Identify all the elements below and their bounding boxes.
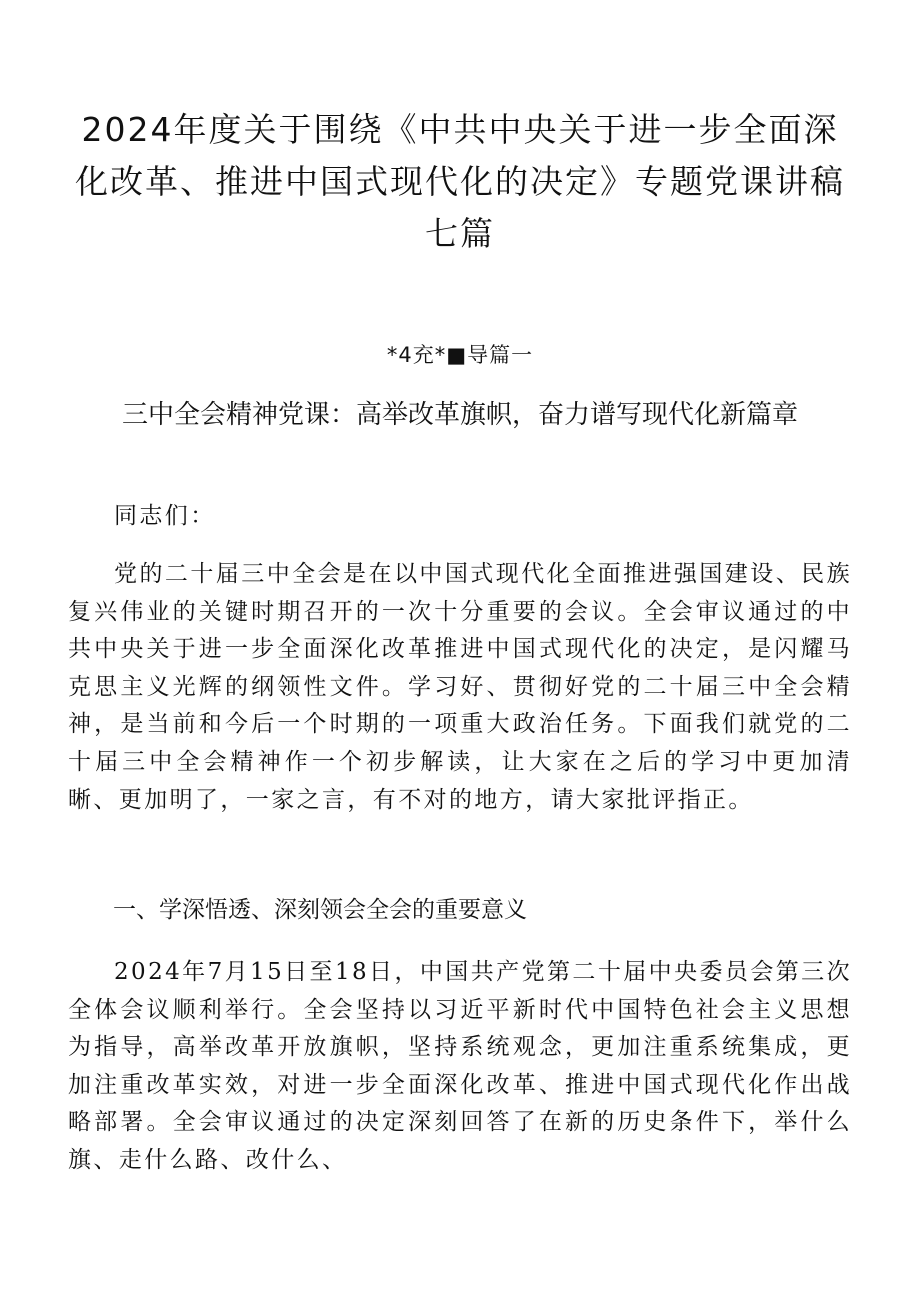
body-paragraph-1: 2024年7月15日至18日，中国共产党第二十届中央委员会第三次全体会议顺利举行。全会坚持以习近平新时代中国特色社会主义思想为指导，高举改革开放旗帜，坚持系统观念，更加注重系统集成，更加注重改革实效，对进一步全面深化改革、推进中国式现代化作出战略部署。全会审议通过的决定深刻回答了在新的历史条件下，举什么旗、走什么路、改什么、 [68, 959, 852, 1173]
section-label: *4充*■导篇一 [386, 343, 534, 367]
section-heading-1: 一、学深悟透、深刻领会全会的重要意义 [113, 897, 527, 923]
intro-paragraph: 党的二十届三中全会是在以中国式现代化全面推进强国建设、民族复兴伟业的关键时期召开的一次十分重要的会议。全会审议通过的中共中央关于进一步全面深化改革推进中国式现代化的决定，是闪耀马克思主义光辉的纲领性文件。学习好、贯彻好党的二十届三中全会精神，是当前和今后一个时期的一项重大政治任务。下面我们就党的二十届三中全会精神作一个初步解读，让大家在之后的学习中更加清晰、更加明了，一家之言，有不对的地方，请大家批评指正。 [68, 561, 852, 813]
lecture-subtitle: 三中全会精神党课：高举改革旗帜，奋力谱写现代化新篇章 [121, 400, 798, 430]
greeting-text: 同志们： [114, 503, 216, 529]
document-title: 2024年度关于围绕《中共中央关于进一步全面深化改革、推进中国式现代化的决定》专题党课讲稿七篇 [75, 110, 845, 253]
